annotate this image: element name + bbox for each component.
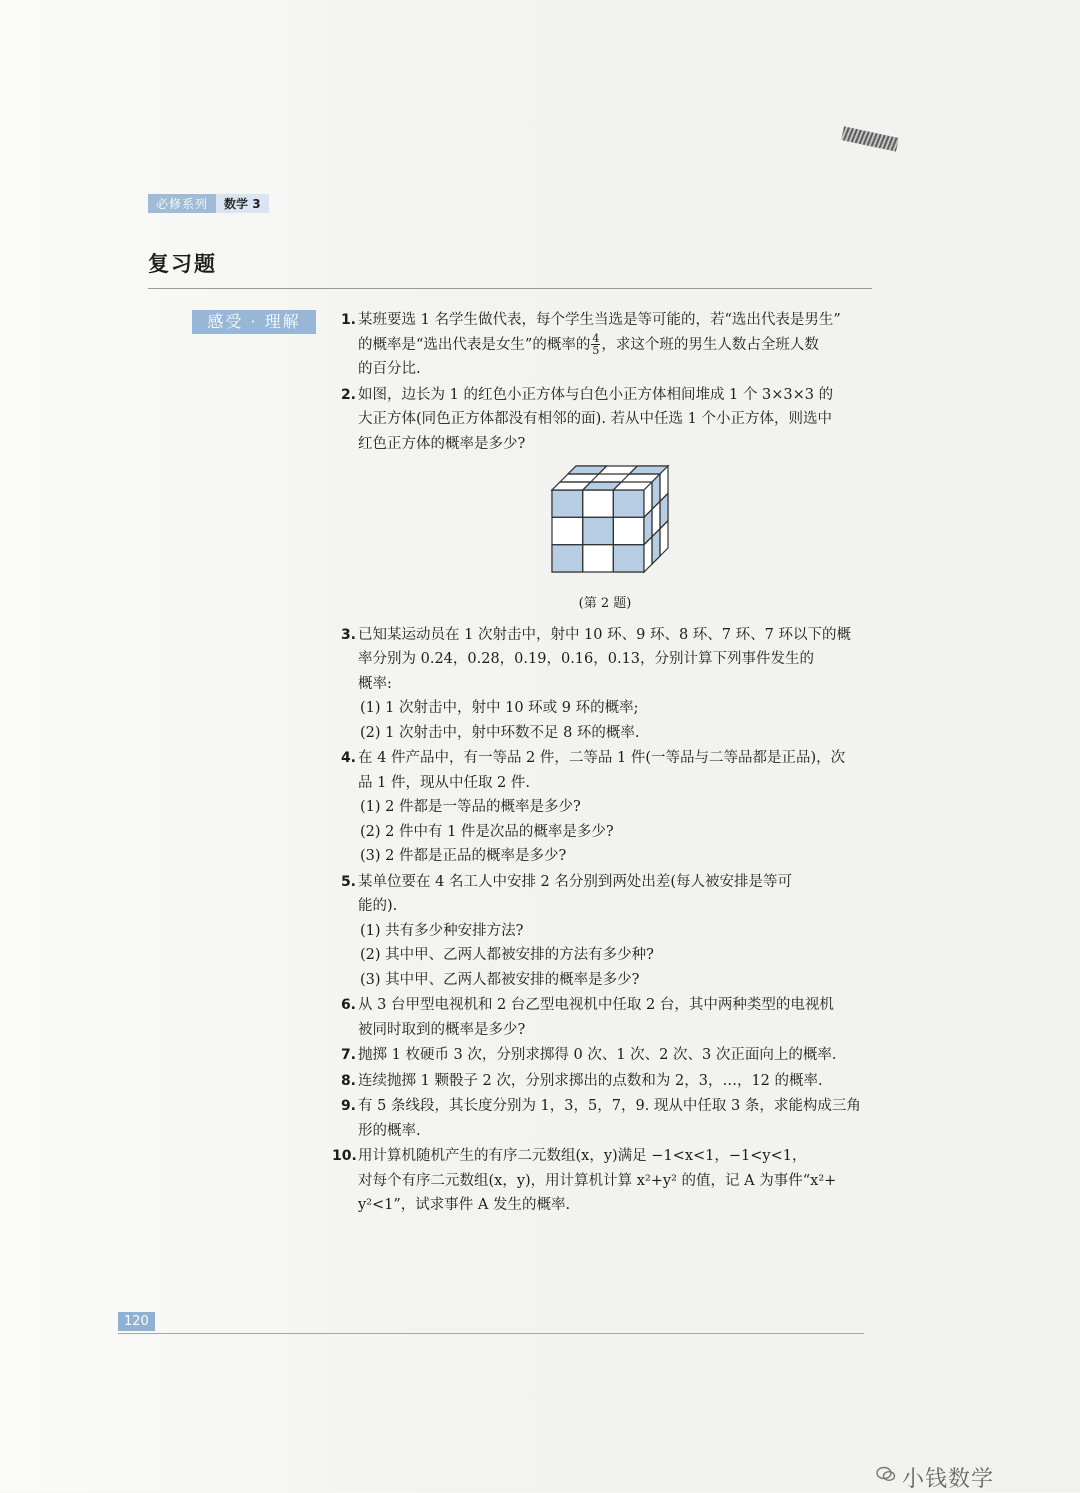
problem-line: 品 1 件，现从中任取 2 件.	[358, 774, 530, 791]
sub-questions	[358, 696, 872, 745]
series-tag: 必修系列	[148, 194, 216, 213]
problem-line: 从 3 台甲型电视机和 2 台乙型电视机中任取 2 台，其中两种类型的电视机	[358, 997, 834, 1013]
sub-question: (1) 共有多少种安排方法?	[360, 922, 524, 939]
problem-text: ，求这个班的男生人数占全班人数	[601, 336, 819, 353]
title-divider	[148, 288, 872, 289]
problem-line: 形的概率.	[358, 1122, 421, 1139]
problem-number: 3.	[340, 626, 356, 643]
watermark-text: 小钱数学	[902, 1467, 995, 1492]
fraction-numerator: 4	[592, 332, 600, 345]
problem-line: 被同时取到的概率是多少?	[358, 1021, 526, 1038]
wechat-icon	[876, 1466, 896, 1482]
problem-number: 4.	[340, 750, 356, 766]
problem-line: 红色正方体的概率是多少?	[358, 435, 526, 452]
problem-number: 10.	[332, 1148, 357, 1164]
problem-text: 的概率是“选出代表是女生”的概率的	[358, 336, 591, 353]
problem-5	[340, 870, 872, 993]
problem-line: 在 4 件产品中，有一等品 2 件，二等品 1 件(一等品与二等品都是正品)，次	[358, 750, 846, 766]
problem-line: 用计算机随机产生的有序二元数组(x，y)满足 −1<x<1，−1<y<1，	[358, 1148, 807, 1164]
problem-list	[332, 308, 872, 1219]
sub-question: (1) 1 次射击中，射中 10 环或 9 环的概率;	[360, 700, 639, 716]
cube-diagram	[548, 462, 672, 578]
problem-number: 9.	[340, 1098, 356, 1114]
running-header	[148, 194, 269, 213]
problem-number: 6.	[340, 997, 356, 1013]
problem-line: 某班要选 1 名学生做代表，每个学生当选是等可能的，若“选出代表是男生”	[358, 312, 841, 328]
problem-line: 概率:	[358, 675, 392, 692]
problem-1	[340, 308, 872, 382]
sub-questions	[358, 919, 872, 993]
problem-3	[340, 623, 872, 746]
fraction-denominator: 5	[592, 344, 600, 357]
book-tag: 数学 3	[216, 194, 269, 213]
cube-figure	[358, 462, 872, 590]
figure-caption: (第 2 题)	[578, 596, 632, 611]
sub-question: (3) 2 件都是正品的概率是多少?	[360, 848, 567, 864]
problem-2	[340, 383, 872, 617]
problem-line: 抛掷 1 枚硬币 3 次，分别求掷得 0 次、1 次、2 次、3 次正面向上的概率.	[358, 1047, 837, 1063]
problem-10	[332, 1144, 872, 1218]
footer-divider	[118, 1333, 864, 1334]
problem-line: 连续抛掷 1 颗骰子 2 次，分别求掷出的点数和为 2，3，…，12 的概率.	[358, 1072, 823, 1089]
section-title: 复习题	[148, 252, 217, 276]
sub-question: (1) 2 件都是一等品的概率是多少?	[360, 799, 581, 815]
sub-question: (2) 2 件中有 1 件是次品的概率是多少?	[360, 823, 614, 840]
problem-line: y²<1”，试求事件 A 发生的概率.	[358, 1197, 571, 1213]
problem-number: 2.	[340, 386, 356, 403]
fraction	[591, 333, 600, 356]
problem-4	[340, 746, 872, 869]
problem-line: 能的).	[358, 898, 398, 914]
category-label: 感受 · 理解	[192, 310, 316, 334]
sub-question: (3) 其中甲、乙两人都被安排的概率是多少?	[360, 971, 640, 988]
problem-line: 已知某运动员在 1 次射击中，射中 10 环、9 环、8 环、7 环、7 环以下的概	[358, 626, 851, 643]
problem-line: 的百分比.	[358, 361, 421, 377]
problem-number: 8.	[340, 1072, 356, 1089]
problem-line: 对每个有序二元数组(x，y)，用计算机计算 x²+y² 的值，记 A 为事件“x²+	[358, 1172, 837, 1189]
problem-9	[340, 1094, 872, 1143]
problem-8	[340, 1069, 872, 1094]
sub-question: (2) 其中甲、乙两人都被安排的方法有多少种?	[360, 947, 654, 963]
sub-questions	[358, 795, 872, 869]
problem-7	[340, 1043, 872, 1068]
problem-number: 1.	[340, 312, 356, 328]
problem-number: 7.	[340, 1047, 356, 1063]
problem-line: 率分别为 0.24，0.28，0.19，0.16，0.13，分别计算下列事件发生的	[358, 651, 815, 667]
problem-line: 如图，边长为 1 的红色小正方体与白色小正方体相间堆成 1 个 3×3×3 的	[358, 386, 834, 403]
page-number: 120	[118, 1312, 155, 1331]
problem-line: 有 5 条线段，其长度分别为 1，3，5，7，9. 现从中任取 3 条，求能构成三角	[358, 1098, 861, 1114]
problem-6	[340, 993, 872, 1042]
problem-line-with-fraction	[358, 333, 872, 358]
problem-number: 5.	[340, 873, 356, 890]
sub-question: (2) 1 次射击中，射中环数不足 8 环的概率.	[360, 724, 640, 741]
problem-line: 某单位要在 4 名工人中安排 2 名分别到两处出差(每人被安排是等可	[358, 873, 793, 890]
problem-line: 大正方体(同色正方体都没有相邻的面). 若从中任选 1 个小正方体，则选中	[358, 411, 832, 427]
